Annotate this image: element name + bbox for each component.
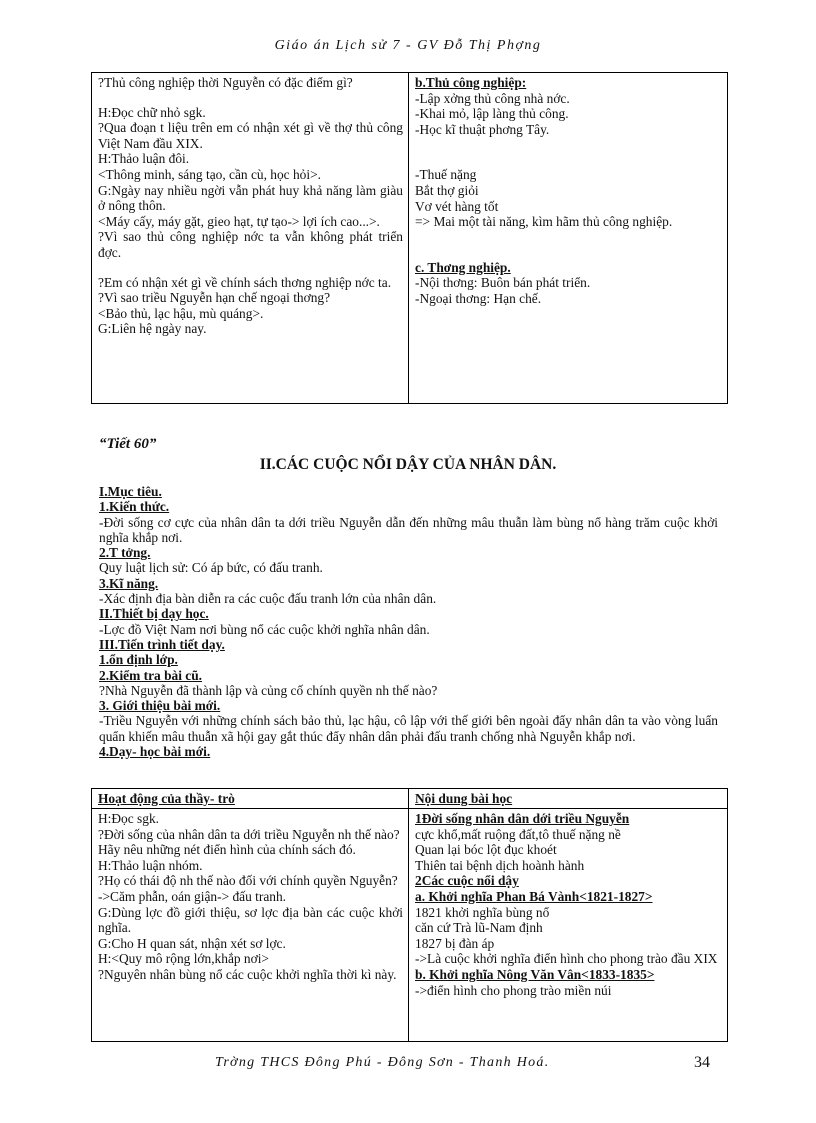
text-line: <Thông minh, sáng tạo, cần cù, học hỏi>. xyxy=(98,166,321,182)
text-line: b. Khởi nghĩa Nông Văn Vân<1833-1835> xyxy=(415,966,655,982)
text-line: 2.Kiểm tra bài cũ. xyxy=(99,667,203,683)
text-line: 1Đời sống nhân dân dới triều Nguyễn xyxy=(415,811,630,826)
table1-left-cell xyxy=(92,73,409,404)
text-line: cực khổ,mất ruộng đất,tô thuế nặng nề xyxy=(415,826,621,842)
text-line: 2.T tởng. xyxy=(99,545,151,561)
text-line: H:<Quy mô rộng lớn,khắp nơi> xyxy=(98,951,269,967)
lesson-table-2 xyxy=(91,788,728,1042)
text-line: G:Dùng lợc đồ giới thiệu, sơ lợc địa bàn các cuộc khởi nghĩa. xyxy=(98,904,403,936)
text-line: H:Đọc sgk. xyxy=(98,811,159,826)
text-line: Hãy nêu những nét điển hình của chính sách đó. xyxy=(98,842,356,858)
text-line: 1821 khởi nghĩa bùng nổ xyxy=(415,904,550,920)
text-line: -Học kĩ thuật phơng Tây. xyxy=(415,121,550,137)
section-title: II.CÁC CUỘC NỔI DẬY CỦA NHÂN DÂN. xyxy=(259,456,557,473)
page-header: Giáo án Lịch sử 7 - GV Đỗ Thị Phợng xyxy=(274,38,542,53)
text-line: ?Vì sao triều Nguyễn hạn chế ngoại thơng? xyxy=(98,290,331,306)
text-line: G:Liên hệ ngày nay. xyxy=(98,321,207,337)
text-line: II.Thiết bị dạy học. xyxy=(99,606,209,622)
text-line: ?Vì sao thủ công nghiệp nớc ta vẫn không phát triển đợc. xyxy=(98,229,403,260)
text-line: -Đời sống cơ cực của nhân dân ta dới triều Nguyễn dẫn đến những mâu thuẫn làm bùng nổ hàng trăm cuộc khởi nghĩa khắp nơi. xyxy=(99,514,718,545)
text-line: Thiên tai bệnh dịch hoành hành xyxy=(415,857,585,873)
text-line: ->Căm phẫn, oán giận-> đấu tranh. xyxy=(98,888,287,904)
table1-left-content xyxy=(98,75,403,337)
text-line: ?Họ có thái độ nh thế nào đối với chính quyền Nguyễn? xyxy=(98,873,398,889)
text-line: -Lợc đồ Việt Nam nơi bùng nổ các cuộc khởi nghĩa nhân dân. xyxy=(99,621,430,637)
text-line: Quan lại bóc lột đục khoét xyxy=(415,842,557,858)
text-line: a. Khởi nghĩa Phan Bá Vành<1821-1827> xyxy=(415,888,653,904)
text-line: ?Qua đoạn t liệu trên em có nhận xét gì về thợ thủ công Việt Nam đầu XIX. xyxy=(98,120,403,151)
text-line: 1827 bị đàn áp xyxy=(415,935,495,951)
text-line: I.Mục tiêu. xyxy=(99,484,162,499)
text-line: <Máy cấy, máy gặt, gieo hạt, tự tạo-> lợi ích cao...>. xyxy=(98,213,380,229)
text-line: ?Em có nhận xét gì về chính sách thơng nghiệp nớc ta. xyxy=(98,274,392,290)
text-line: ->điển hình cho phong trào miền núi xyxy=(415,982,612,998)
table2-right-content xyxy=(415,811,722,998)
table1-right-content xyxy=(415,75,722,307)
table2-left-cell xyxy=(92,809,409,1042)
table2-left-content xyxy=(98,811,403,983)
text-line: -Lập xởng thủ công nhà nớc. xyxy=(415,90,570,106)
text-line: ?Thủ công nghiệp thời Nguyễn có đặc điểm gì? xyxy=(98,75,353,90)
lesson-label: “Tiết 60” xyxy=(99,436,157,452)
page-number: 34 xyxy=(694,1054,710,1071)
text-line: H:Thảo luận đôi. xyxy=(98,151,190,167)
text-line: Bắt thợ giỏi xyxy=(415,182,479,198)
table1-right-cell xyxy=(409,73,728,404)
text-line: => Mai một tài năng, kìm hãm thủ công nghiệp. xyxy=(415,214,673,230)
page-footer: Trờng THCS Đông Phú - Đông Sơn - Thanh Hoá. xyxy=(215,1055,550,1070)
text-line: G:Cho H quan sát, nhận xét sơ lợc. xyxy=(98,935,286,951)
text-line: -Xác định địa bàn diễn ra các cuộc đấu tranh lớn của nhân dân. xyxy=(99,591,437,607)
text-line: <Bảo thủ, lạc hậu, mù quáng>. xyxy=(98,305,264,321)
text-line: ?Nhà Nguyễn đã thành lập và củng cố chính quyền nh thế nào? xyxy=(99,682,438,698)
text-line: -Nội thơng: Buôn bán phát triển. xyxy=(415,275,591,291)
text-line: 2Các cuộc nổi dậy xyxy=(415,873,519,889)
text-line: căn cứ Trà lũ-Nam định xyxy=(415,920,543,936)
text-line: ?Nguyên nhân bùng nổ các cuộc khởi nghĩa thời kì này. xyxy=(98,966,397,982)
table2-head-right: Nội dung bài học xyxy=(409,789,728,809)
text-line: -Ngoại thơng: Hạn chế. xyxy=(415,290,542,306)
text-line: 1.ổn định lớp. xyxy=(99,652,178,668)
text-line: ?Đời sống của nhân dân ta dới triều Nguyễn nh thế nào? xyxy=(98,826,400,842)
text-line: Vơ vét hàng tốt xyxy=(415,198,499,214)
text-line: 4.Dạy- học bài mới. xyxy=(99,744,211,760)
text-line: 3.Kĩ năng. xyxy=(99,575,159,591)
text-line: H:Thảo luận nhóm. xyxy=(98,857,203,873)
lesson-body xyxy=(99,484,718,759)
text-line: H:Đọc chữ nhỏ sgk. xyxy=(98,104,206,120)
text-line: G:Ngày nay nhiều ngời vẫn phát huy khả năng làm giàu ở nông thôn. xyxy=(98,182,403,214)
text-line: III.Tiến trình tiết dạy. xyxy=(99,636,225,652)
text-line: ->Là cuộc khởi nghĩa điển hình cho phong trào đầu XIX xyxy=(415,951,718,967)
lesson-table-1 xyxy=(91,72,728,404)
text-line: Quy luật lịch sử: Có áp bức, có đấu tranh. xyxy=(99,560,323,576)
text-line: 3. Giới thiệu bài mới. xyxy=(99,698,221,714)
table2-head-left: Hoạt động của thầy- trò xyxy=(92,789,409,809)
text-line: b.Thủ công nghiệp: xyxy=(415,75,527,90)
text-line: c. Thơng nghiệp. xyxy=(415,259,511,275)
table2-right-cell xyxy=(409,809,728,1042)
text-line: -Khai mỏ, lập làng thủ công. xyxy=(415,106,569,122)
text-line: 1.Kiến thức. xyxy=(99,499,170,515)
text-line: -Triều Nguyễn với những chính sách bảo thủ, lạc hậu, cô lập với thế giới bên ngoài đẩy nhân dân ta vào vòng luẩn quẩn khiến mâu thuẫn xã hội gay gắt thúc đẩy nhân dân phải đấu tranh chống nhà Nguyễn khắp nơi. xyxy=(99,713,718,744)
text-line: -Thuế nặng xyxy=(415,167,477,183)
